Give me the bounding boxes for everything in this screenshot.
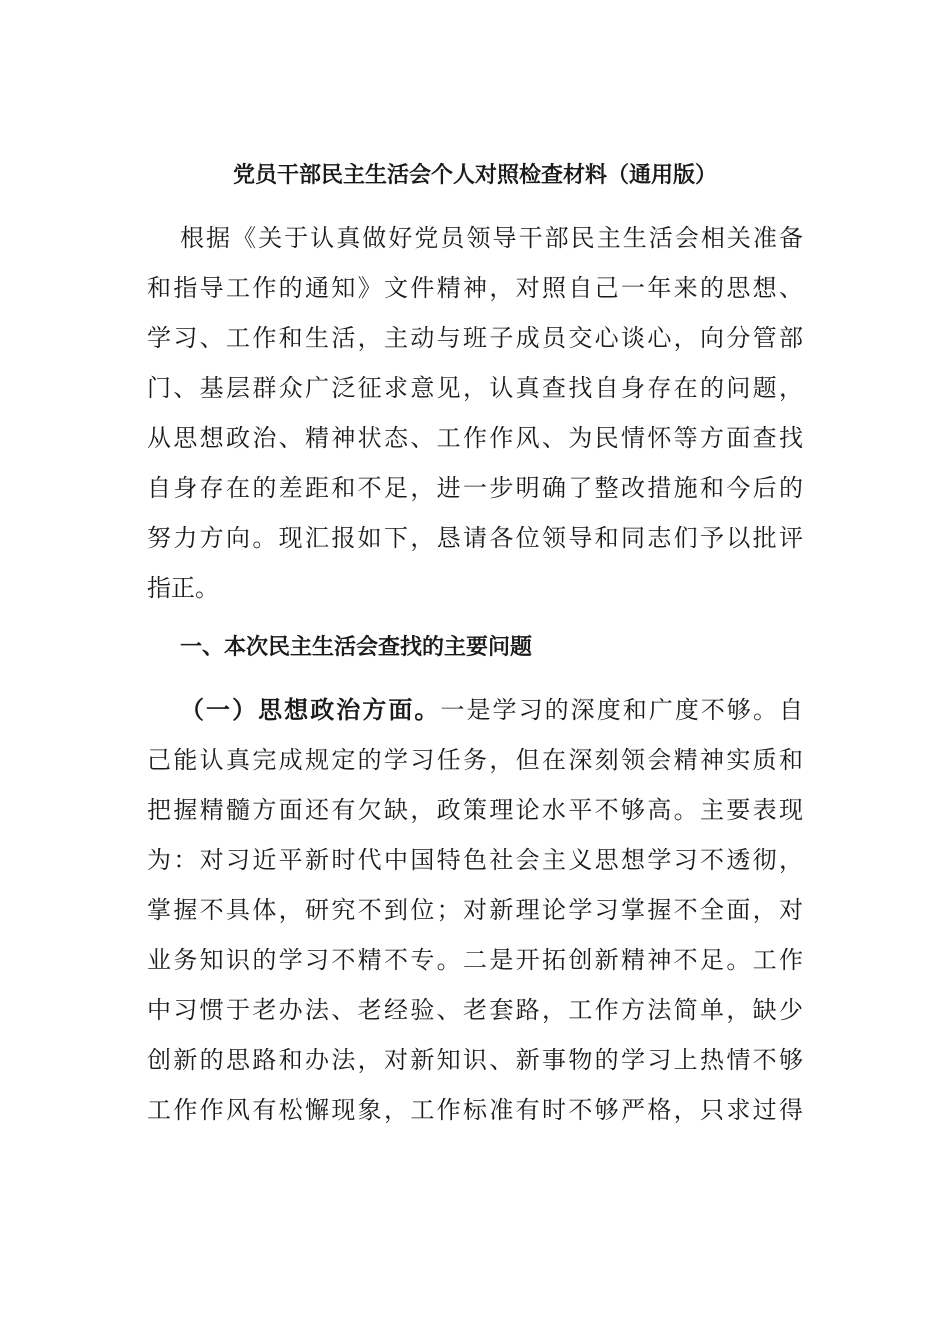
intro-line: 自身存在的差距和不足，进一步明确了整改措施和今后的	[147, 474, 803, 502]
body-line: 业务知识的学习不精不专。二是开拓创新精神不足。工作	[147, 946, 803, 974]
intro-line: 努力方向。现汇报如下，恳请各位领导和同志们予以批评	[147, 524, 803, 552]
intro-line: 根据《关于认真做好党员领导干部民主生活会相关准备	[180, 224, 803, 252]
intro-line: 从思想政治、精神状态、工作作风、为民情怀等方面查找	[147, 424, 803, 452]
document-title: 党员干部民主生活会个人对照检查材料（通用版）	[232, 163, 717, 188]
subsection-first-line	[180, 690, 803, 730]
body-line: 把握精髓方面还有欠缺，政策理论水平不够高。主要表现	[147, 796, 803, 824]
body-line: 创新的思路和办法，对新知识、新事物的学习上热情不够	[147, 1046, 803, 1074]
section-heading: 一、本次民主生活会查找的主要问题	[180, 635, 533, 660]
intro-line: 指正。	[147, 574, 219, 602]
body-line: 工作作风有松懈现象，工作标准有时不够严格，只求过得	[147, 1096, 803, 1124]
intro-line: 学习、工作和生活，主动与班子成员交心谈心，向分管部	[147, 324, 803, 352]
subsection-heading: （一）思想政治方面。	[180, 696, 441, 724]
subsection-first-line-text: 一是学习的深度和广度不够。自	[440, 696, 804, 724]
intro-line: 和指导工作的通知》文件精神，对照自己一年来的思想、	[147, 274, 803, 302]
body-line: 中习惯于老办法、老经验、老套路，工作方法简单，缺少	[147, 996, 803, 1024]
body-line: 掌握不具体，研究不到位；对新理论学习掌握不全面，对	[147, 896, 803, 924]
body-line: 为：对习近平新时代中国特色社会主义思想学习不透彻，	[147, 846, 803, 874]
intro-line: 门、基层群众广泛征求意见，认真查找自身存在的问题，	[147, 374, 803, 402]
body-line: 己能认真完成规定的学习任务，但在深刻领会精神实质和	[147, 746, 803, 774]
